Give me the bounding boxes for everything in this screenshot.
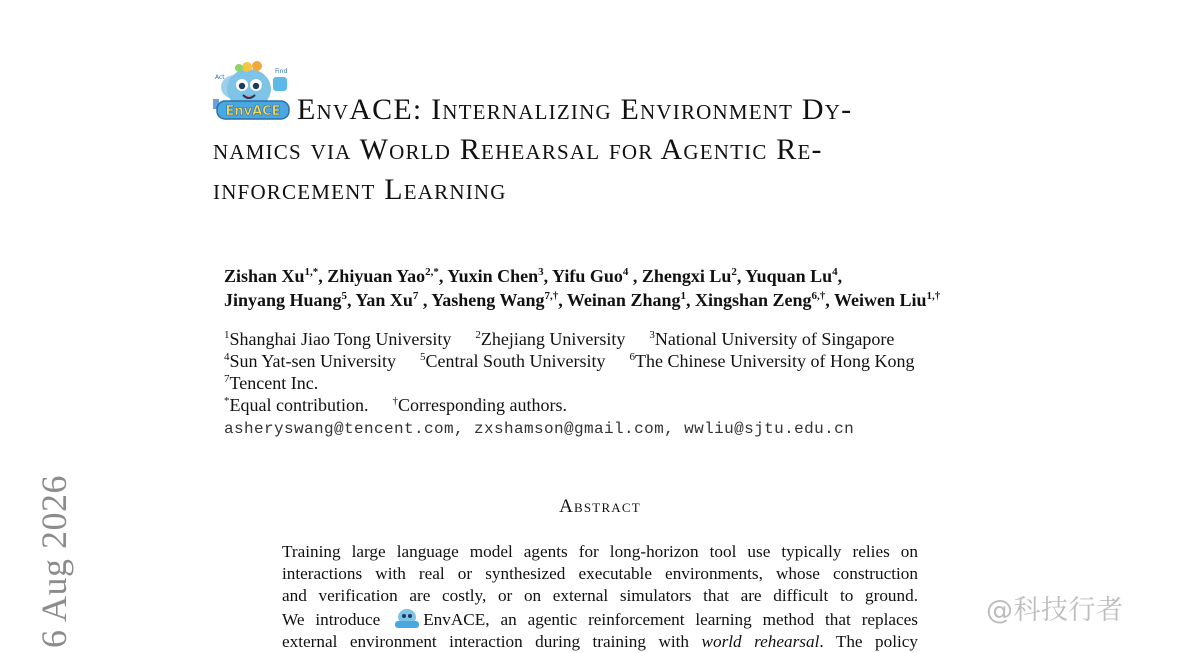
paper-title (213, 90, 1013, 210)
contact-emails[interactable]: asheryswang@tencent.com, zxshamson@gmail.com, wwliu@sjtu.edu.cn (224, 420, 855, 438)
author-name: Yan Xu (355, 290, 413, 310)
abstract-text: . The policy (819, 632, 918, 651)
author-name: Zhengxi Lu (641, 266, 732, 286)
author-sup: 5 (341, 290, 348, 302)
abstract-line (282, 631, 918, 653)
author-sup: 3 (538, 266, 544, 278)
affiliations (224, 328, 1044, 440)
title-line-3: inforcement Learning (213, 173, 507, 206)
watermark-text: @科技行者 (986, 595, 1124, 626)
author-name: Yifu Guo (552, 266, 623, 286)
author-name: Zishan Xu (224, 266, 305, 286)
affiliation: Zhejiang University (480, 329, 626, 349)
abstract-text: external environment interaction during training with (282, 632, 690, 651)
affiliation: National University of Singapore (654, 329, 895, 349)
author-sup: 6,† (811, 290, 826, 302)
envace-inline-icon (393, 607, 421, 629)
author-sup: 2,* (425, 266, 439, 278)
author-sup: 7 (412, 290, 419, 302)
affil-sup: 6 (629, 351, 635, 363)
equal-contribution-note: Equal contribution. (229, 395, 369, 415)
author-sup: 1,† (926, 290, 941, 302)
affil-sup: 4 (224, 351, 230, 363)
affiliation-row-1 (224, 328, 1044, 350)
affiliation: Tencent Inc. (229, 373, 319, 393)
abstract-text: We introduce (282, 610, 381, 629)
author-name: Yasheng Wang (431, 290, 545, 310)
author-row-1: Zishan $Xu^{1,*}$, Zhiyuan Yao$^{2,*}$, Yuxin Chen$^3$, Yifu Guo$^4$ , Zhengxi Lu$^2$, Yuquan Lu$^4$, (224, 266, 843, 286)
author-name: Yuxin Chen (447, 266, 539, 286)
author-name: Zhiyuan Yao (327, 266, 426, 286)
author-sup: 1,* (304, 266, 319, 278)
svg-text:Find: Find (275, 68, 288, 75)
author-row-2: Jinyang Huang$^5$, Yan Xu$^7$ , Yasheng Wang$^{7,\dagger}$, Weinan Zhang$^1$, Xingshan Zeng$^{6,\dagger}$, Weiwen Liu$^{1,\dagger}$ (224, 290, 941, 310)
note-sup: * (224, 395, 230, 407)
contribution-notes (224, 394, 1044, 416)
corresponding-note: Corresponding authors. (397, 395, 567, 415)
abstract-line: and verification are costly, or on external simulators that are difficult to ground. (282, 586, 918, 605)
affiliation-row-3 (224, 372, 1044, 394)
affiliation: Central South University (425, 351, 606, 371)
abstract-heading: Abstract (559, 496, 641, 517)
author-name: Jinyang Huang (224, 290, 342, 310)
title-line-2: namics via World Rehearsal for Agentic Re- (213, 133, 823, 166)
affil-sup: 2 (475, 329, 481, 341)
svg-text:Act: Act (215, 74, 225, 81)
affil-sup: 7 (224, 373, 230, 385)
affil-sup: 3 (649, 329, 655, 341)
author-name: Weinan Zhang (566, 290, 681, 310)
title-line-1: EnvACE: Internalizing Environment Dy- (297, 93, 853, 126)
affiliation: The Chinese University of Hong Kong (635, 351, 915, 371)
author-name: Xingshan Zeng (694, 290, 812, 310)
author-name: Yuquan Lu (745, 266, 833, 286)
abstract-emphasis: world rehearsal (701, 632, 820, 651)
abstract-line (282, 607, 918, 631)
note-sup: † (392, 395, 398, 407)
source-watermark (986, 588, 1124, 627)
affil-sup: 1 (224, 329, 230, 341)
abstract-line: interactions with real or synthesized executable environments, whose construction (282, 564, 918, 583)
author-sup: 2 (731, 266, 737, 278)
author-sup: 1 (680, 290, 686, 302)
abstract-text: EnvACE, an agentic reinforcement learning method that replaces (423, 610, 918, 629)
affiliation: Sun Yat-sen University (229, 351, 397, 371)
abstract-body (282, 541, 918, 653)
svg-text:EnvACE: EnvACE (225, 104, 281, 119)
author-sup: 4 (622, 266, 629, 278)
author-name: Weiwen Liu (833, 290, 927, 310)
abstract-line: Training large language model agents for long-horizon tool use typically relies on (282, 542, 918, 561)
affil-sup: 5 (420, 351, 426, 363)
author-list (224, 264, 1044, 312)
affiliation: Shanghai Jiao Tong University (229, 329, 452, 349)
affiliation-row-2 (224, 350, 1044, 372)
arxiv-date: 6 Aug 2026 (34, 474, 74, 648)
author-sup: 7,† (544, 290, 559, 302)
author-sup: 4 (832, 266, 838, 278)
